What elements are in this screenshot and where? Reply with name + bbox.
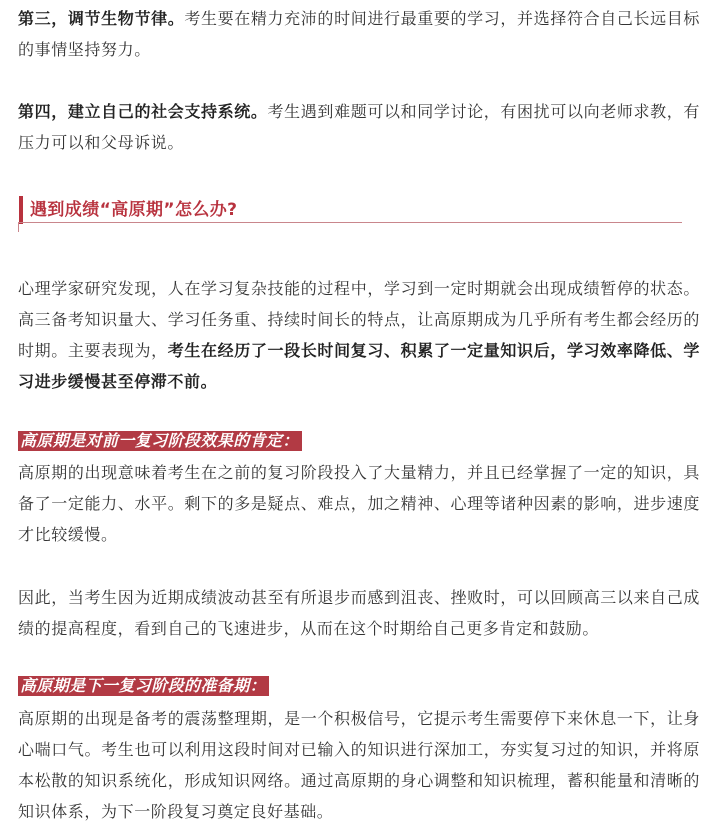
highlight-tag-preparation: 高原期是下一复习阶段的准备期： <box>18 676 269 696</box>
heading-underline-tick <box>18 222 19 232</box>
fourth-point-title: 第四，建立自己的社会支持系统。 <box>18 102 268 121</box>
paragraph-fourth-point <box>18 96 700 158</box>
section-heading-text: 遇到成绩“高原期”怎么办? <box>30 200 238 220</box>
plateau-intro-emphasis: 考生在经历了一段长时间复习、积累了一定量知识后，学习效率降低、学习进步缓慢甚至停滞不前。 <box>18 341 700 391</box>
heading-accent-bar <box>19 196 23 224</box>
third-point-title: 第三，调节生物节律。 <box>18 9 185 28</box>
section-heading <box>18 190 682 232</box>
heading-underline <box>18 222 682 223</box>
affirmation-text: 高原期的出现意味着考生在之前的复习阶段投入了大量精力，并且已经掌握了一定的知识，具备了一定能力、水平。剩下的多是疑点、难点，加之精神、心理等诸种因素的影响，进步速度才比较缓慢。 <box>18 463 700 544</box>
third-point-text: 考生要在精力充沛的时间进行最重要的学习，并选择符合自己长远目标的事情坚持努力。 <box>18 9 700 59</box>
paragraph-affirmation <box>18 457 700 550</box>
preparation-text: 高原期的出现是备考的震荡整理期，是一个积极信号，它提示考生需要停下来休息一下，让身心喘口气。考生也可以利用这段时间对已输入的知识进行深加工，夯实复习过的知识，并将原本松散的知识系统化，形成知识网络。通过高原期的身心调整和知识梳理，蓄积能量和清晰的知识体系，为下一阶段复习奠定良好基础。 <box>18 709 700 821</box>
paragraph-plateau-intro <box>18 273 700 397</box>
encouragement-text: 因此，当考生因为近期成绩波动甚至有所退步而感到沮丧、挫败时，可以回顾高三以来自己成绩的提高程度，看到自己的飞速进步，从而在这个时期给自己更多肯定和鼓励。 <box>18 588 700 638</box>
paragraph-preparation <box>18 703 700 827</box>
plateau-intro-text: 心理学家研究发现，人在学习复杂技能的过程中，学习到一定时期就会出现成绩暂停的状态。高三备考知识量大、学习任务重、持续时间长的特点，让高原期成为几乎所有考生都会经历的时期。主要表现为， <box>18 279 700 360</box>
fourth-point-text: 考生遇到难题可以和同学讨论，有困扰可以向老师求教，有压力可以和父母诉说。 <box>18 102 700 152</box>
paragraph-third-point <box>18 3 700 65</box>
paragraph-encouragement <box>18 582 700 644</box>
highlight-tag-affirmation: 高原期是对前一复习阶段效果的肯定： <box>18 431 302 451</box>
